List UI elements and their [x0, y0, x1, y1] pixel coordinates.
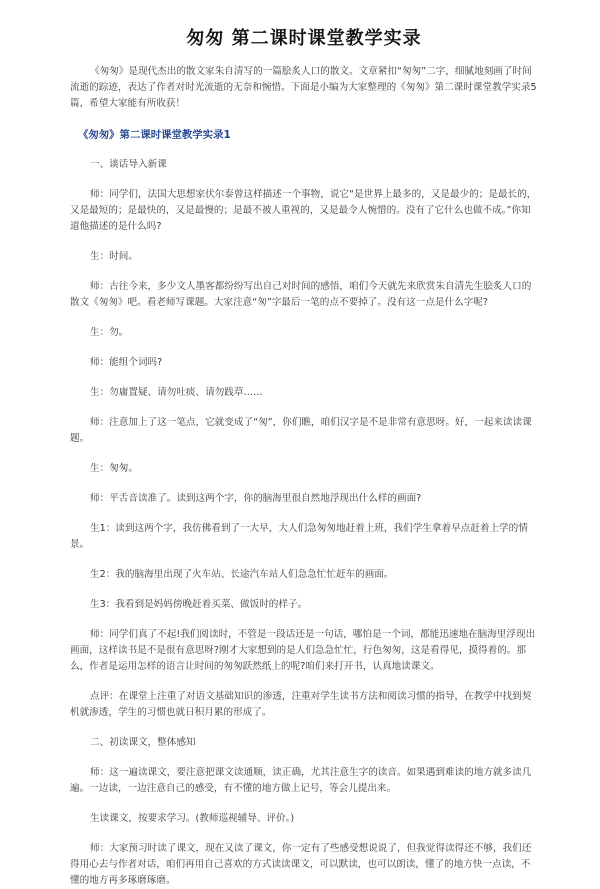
paragraph: 一、谈话导入新课	[90, 159, 167, 170]
paragraph: 点评：在课堂上注重了对语文基础知识的渗透，注重对学生读书方法和阅读习惯的指导，在教学中找到契机就渗透，学生的习惯也就日积月累的形成了。	[70, 691, 532, 718]
paragraph: 生3：我看到是妈妈傍晚赶着买菜、做饭时的样子。	[90, 599, 308, 610]
paragraph: 师：同学们真了不起!我们阅读时，不管是一段话还是一句话，哪怕是一个词，都能迅速地在脑海里浮现出画面，这样读书是不是很有意思呀?刚才大家想到的是人们急急忙忙，行色匆匆，这是看得见，摸得着的。那么，作者是运用怎样的语言让时间的匆匆跃然纸上的呢?咱们来打开书，认真地读课文。	[70, 629, 536, 672]
paragraph: 生2：我的脑海里出现了火车站、长途汽车站人们急急忙忙赶车的画面。	[90, 569, 394, 580]
paragraph: 师：平舌音读准了。读到这两个字，你的脑海里很自然地浮现出什么样的画面?	[90, 493, 422, 504]
intro-paragraph: 《匆匆》是现代杰出的散文家朱自清写的一篇脍炙人口的散文。文章紧扣“匆匆”二字，细腻地刻画了时间流逝的踪迹，表达了作者对时光流逝的无奈和惋惜。下面是小编为大家整理的《匆匆》第二课时课堂教学实录5篇，希望大家能有所收获！	[70, 66, 537, 109]
paragraph: 师：注意加上了这一笔点，它就变成了“匆”，你们瞧，咱们汉字是不是非常有意思呀。好，一起来读读课题。	[70, 417, 532, 444]
paragraph: 师：古往今来，多少文人墨客都纷纷写出自己对时间的感悟，咱们今天就先来欣赏朱自清先生脍炙人口的散文《匆匆》吧。看老师写课题。大家注意“匆”字最后一笔的点不要掉了。没有这一点是什么字呢?	[70, 281, 532, 308]
paragraph: 师：大家预习时读了课文，现在又读了课文，你一定有了些感受想说说了，但我觉得读得还不够，我们还得用心去与作者对话，咱们再用自己喜欢的方式读读课文，可以默读，也可以朗读，懂了的地方快一点读，不懂的地方再多琢磨琢磨。	[70, 843, 532, 886]
paragraph: 师：同学们，法国大思想家伏尔泰曾这样描述一个事物，说它“是世界上最多的，又是最少的；是最长的，又是最短的；是最快的，又是最慢的；是最不被人重视的，又是最令人惋惜的。没有了它什么也做不成。”你知道他描述的是什么吗?	[70, 189, 537, 232]
paragraph: 师：能组个词吗?	[90, 357, 163, 368]
paragraph: 生：时间。	[90, 251, 138, 262]
paragraph: 生读课文，按要求学习。(教师巡视辅导、评价。)	[90, 813, 295, 824]
body-paragraphs	[70, 157, 538, 889]
paragraph: 生：匆匆。	[90, 463, 138, 474]
paragraph: 师：这一遍读课文，要注意把课文读通顺，读正确，尤其注意生字的读音。如果遇到难读的地方就多读几遍。一边读，一边注意自己的感受，有不懂的地方做上记号，等会儿提出来。	[70, 767, 532, 794]
page-title: 匆匆 第二课时课堂教学实录	[186, 28, 422, 49]
paragraph: 二、初读课文，整体感知	[90, 737, 196, 748]
section-heading: 《匆匆》第二课时课堂教学实录1	[78, 129, 231, 141]
paragraph: 生：勿。	[90, 327, 129, 338]
paragraph: 生：勿庸置疑、请勿吐痰、请勿践草……	[90, 387, 263, 398]
paragraph: 生1：读到这两个字，我仿佛看到了一大早，大人们急匆匆地赶着上班，我们学生拿着早点赶着上学的情景。	[70, 523, 528, 550]
